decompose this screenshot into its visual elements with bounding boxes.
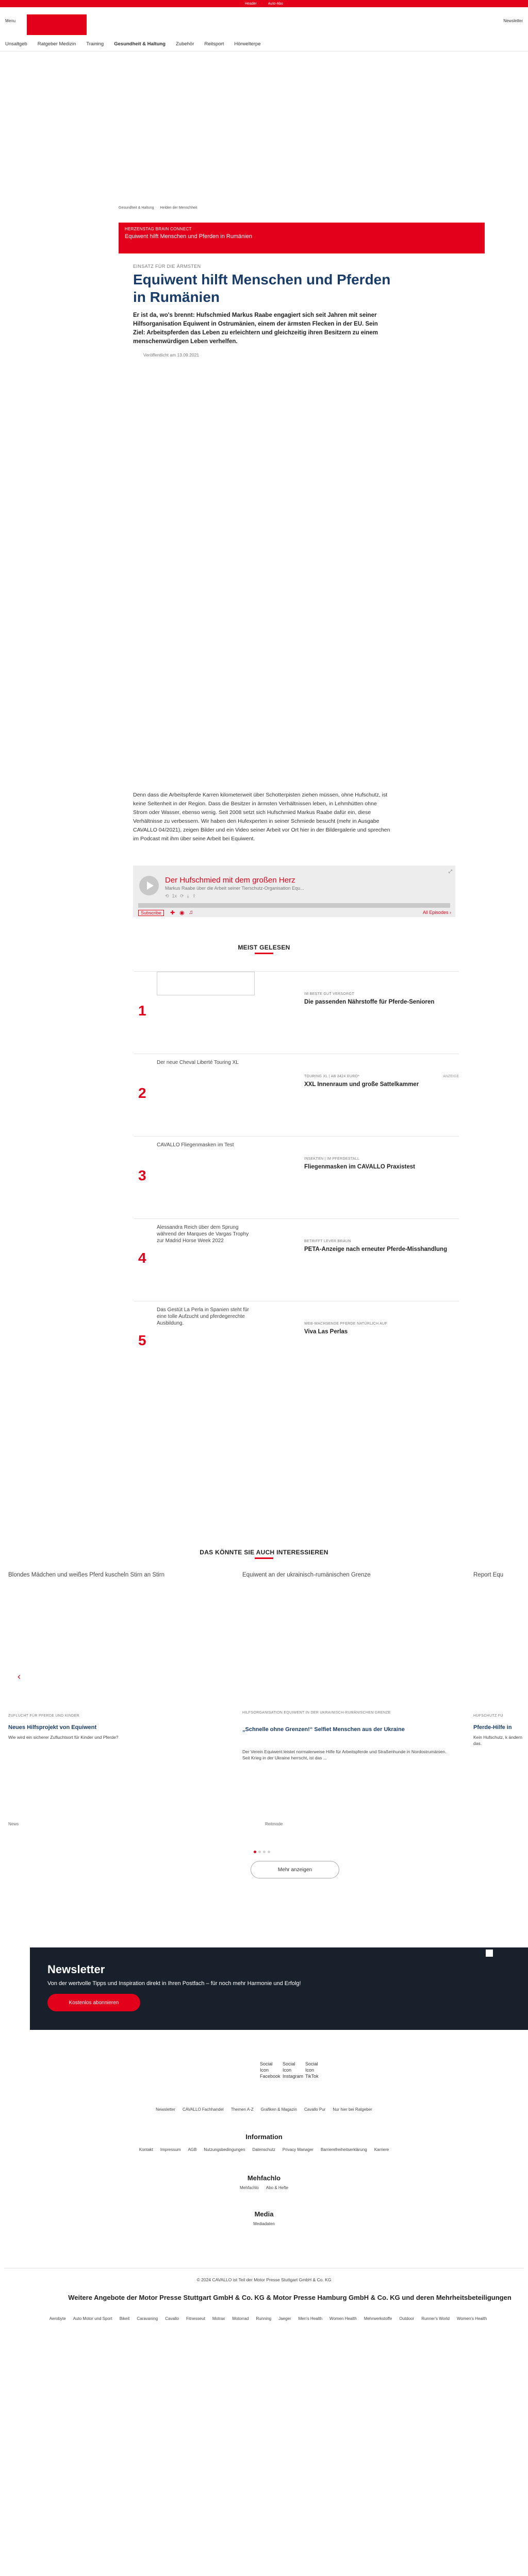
card-overline: HUFSCHUTZ FÜ [473, 1714, 503, 1718]
carousel-dot[interactable] [258, 1851, 261, 1853]
newsletter-text: Von der wertvolle Tipps und Inspiration direkt in Ihren Postfach – für noch mehr Harmonie und Erfolg! [47, 1980, 301, 1987]
list-item[interactable] [134, 1054, 459, 1136]
thumbnail: Alessandra Reich über dem Sprung während der Marques de Vargas Trophy zur Madrid Horse Week 2022 [157, 1225, 249, 1244]
publish-date: Veröffentlicht am 13.09.2021 [143, 352, 200, 358]
carousel-dot[interactable] [254, 1851, 256, 1853]
brand-link[interactable]: Cavallo [165, 2316, 179, 2321]
podcast-subtitle: Markus Raabe über die Arbeit seiner Tierschutz-Organisation Equ... [165, 886, 304, 891]
nav-item[interactable]: Zubehör [175, 41, 194, 47]
subscribe-button[interactable]: Subscribe [138, 910, 164, 916]
kicker-overline: HERZENSTAG BRAIN CONNECT [125, 227, 192, 231]
nav-item[interactable]: Gesundheit & Haltung [114, 41, 166, 47]
footer-link[interactable]: Abo & Hefte [266, 2185, 289, 2190]
card-overline: ZUFLUCHT FÜR PFERDE UND KINDER [8, 1714, 79, 1718]
podcast-controls [165, 893, 196, 899]
brand-link[interactable]: Running [256, 2316, 272, 2321]
kicker-title: Equiwent hilft Menschen und Pferden in Rumänien [125, 233, 253, 240]
list-item[interactable] [134, 971, 459, 1054]
card-text: Kein Hufschutz, k ändern das. [473, 1735, 522, 1746]
item-title: Fliegenmasken im CAVALLO Praxistest [304, 1164, 415, 1170]
footer-link[interactable]: Mehfachlo [239, 2185, 259, 2190]
footer-links [0, 2107, 528, 2112]
item-title: XXL Innenraum und große Sattelkammer [304, 1081, 419, 1088]
card-category[interactable]: Reitmode [265, 1822, 283, 1826]
thumbnail: Das Gestüt La Perla in Spanien steht für eine tolle Aufzucht und pferdegerechte Ausbildung. [157, 1307, 249, 1326]
podcast-player [133, 866, 455, 917]
thumbnail: Der neue Cheval Liberté Touring XL [157, 1060, 239, 1065]
item-title: Viva Las Perlas [304, 1329, 348, 1335]
item-title: PETA-Anzeige nach erneuter Pferde-Misshandlung [304, 1246, 448, 1252]
all-episodes-link[interactable]: All Episodes › [422, 910, 451, 915]
footer-links [0, 2185, 528, 2190]
item-overline: IM BESTE GUT VERSORGT [304, 992, 354, 996]
brand-link[interactable]: Runner's World [421, 2316, 450, 2321]
share-icon[interactable]: ⇪ [192, 893, 196, 899]
instagram-icon[interactable]: Social Icon Instagram [283, 2061, 304, 2079]
footer-link[interactable]: Cavallo Pur [304, 2107, 326, 2112]
forward-icon[interactable]: ⟳ [180, 893, 184, 899]
brand-link[interactable]: Motrax [212, 2316, 225, 2321]
ad-label: ANZEIGE [443, 1075, 459, 1078]
brand-link[interactable]: Fitnesseut [186, 2316, 205, 2321]
list-item[interactable] [134, 1136, 459, 1218]
section-heading: DAS KÖNNTE SIE AUCH INTERESSIEREN [200, 1549, 328, 1556]
main-nav [0, 37, 528, 52]
further-offers-heading: Weitere Angebote der Motor Presse Stuttgart GmbH & Co. KG & Motor Presse Hamburg GmbH & Co. KG und deren Mehrheitsbeteiligungen [68, 2294, 512, 2301]
facebook-icon[interactable]: Social Icon Facebook [260, 2061, 280, 2079]
section-underline [255, 953, 273, 954]
nav-item[interactable]: Hörwelterpe [234, 41, 261, 47]
card-text: Der Verein Equiwent leistet normalerweise Hilfe für Arbeitspferde und Straßenhunde in Nordostrumänien. Seit Krieg in der Ukraine herrscht, ist das ... [242, 1749, 447, 1760]
brand-link[interactable]: Caravaning [137, 2316, 158, 2321]
card-image[interactable]: Equiwent an der ukrainisch-rumänischen Grenze [242, 1572, 371, 1578]
card-title[interactable]: Pferde-Hilfe in [473, 1724, 512, 1731]
card-image[interactable]: Report Equ [473, 1572, 504, 1578]
rank-number: 5 [138, 1332, 146, 1348]
play-icon[interactable] [139, 876, 159, 895]
footer-link[interactable]: Themen A-Z [230, 2107, 254, 2112]
card-title[interactable]: „Schnelle ohne Grenzen!“ Selfiet Menschen aus der Ukraine [242, 1726, 405, 1733]
nav-item[interactable]: Ratgeber Medizin [37, 41, 76, 47]
footer-heading: Information [245, 2133, 283, 2141]
card-overline: HILFSORGANISATION EQUIWENT IN DER UKRAINISCH-RUMÄNISCHEN GRENZE [242, 1711, 391, 1715]
item-overline: TOURING XL | AB 3424 EURO* [304, 1075, 360, 1078]
footer-link[interactable]: Karriere [374, 2147, 389, 2152]
footer-link[interactable]: Datenschutz [252, 2147, 275, 2152]
nav-item[interactable]: Unsaltgeb [5, 41, 27, 47]
card-category[interactable]: News [8, 1822, 19, 1826]
brand-link[interactable]: Bikeit [119, 2316, 130, 2321]
breadcrumb-item[interactable]: Helden der Menschheit [160, 206, 197, 210]
rewind-icon[interactable]: ⟲ [165, 893, 169, 899]
footer-link[interactable]: Mediadaten [253, 2222, 275, 2226]
footer-link[interactable]: Barrierefreiheitserklärung [320, 2147, 367, 2152]
section-heading: MEIST GELESEN [238, 944, 290, 951]
brand-link[interactable]: Women's Health [457, 2316, 487, 2321]
kicker-banner[interactable] [119, 223, 485, 253]
download-icon[interactable]: ⤓ [187, 893, 189, 899]
page-title: Equiwent hilft Menschen und Pferden in Rumänien [133, 272, 391, 305]
footer-link[interactable]: CAVALLO Fachhandel [182, 2107, 224, 2112]
brand-link[interactable]: Mehrwerkstoffe [364, 2316, 392, 2321]
tiktok-icon[interactable]: Social Icon TikTok [305, 2061, 319, 2079]
item-overline: INSEKTEN | IM PFERDESTALL [304, 1157, 360, 1161]
footer-link[interactable]: Newsletter [156, 2107, 175, 2112]
article-header [133, 264, 391, 358]
top-link[interactable]: Header [244, 2, 257, 6]
menu-button[interactable]: Menu [5, 19, 16, 23]
footer-link[interactable]: Nur hier bei Ratgeber [333, 2107, 372, 2112]
brand-link[interactable]: Outdoor [399, 2316, 415, 2321]
brand-link[interactable]: Motorrad [232, 2316, 249, 2321]
list-item[interactable] [134, 1301, 459, 1383]
top-bar [0, 0, 528, 7]
footer-links [0, 2222, 528, 2226]
subscribe-newsletter-button[interactable]: Kostenlos abonnieren [47, 1994, 140, 2011]
newsletter-link[interactable]: Newsletter [503, 19, 523, 23]
nav-item[interactable]: Training [86, 41, 104, 47]
item-overline: WEB-WACHSENDE PFERDE NATÜRLICH AUF [304, 1322, 388, 1326]
article-teaser: Er ist da, wo's brennt: Hufschmied Markus Raabe engagiert sich seit Jahren mit seiner Hilfsorganisation Equiwent in Ostrumänien, einem der ärmsten Flecken in der EU. Sein Ziel: Arbeitspferden das Leben zu erleichtern und gleichzeitig ihren Besitzern zu einem menschenwürdigen Leben verhelfen. [133, 312, 378, 345]
breadcrumb-item[interactable]: Gesundheit & Haltung [119, 206, 154, 210]
item-overline: BETRIFFT LEVER BRAUN [304, 1240, 351, 1243]
list-item[interactable] [134, 1218, 459, 1301]
footer-link[interactable]: Kontakt [139, 2147, 153, 2152]
carousel-prev-icon[interactable]: ‹ [18, 1671, 21, 1682]
rank-number: 2 [138, 1085, 146, 1101]
copyright: © 2024 CAVALLO ist Teil der Motor Presse Stuttgart GmbH & Co. KG [196, 2277, 332, 2282]
brand-link[interactable]: Aerobyte [49, 2316, 66, 2321]
expand-icon[interactable]: ⤢ [448, 869, 452, 874]
brand-link[interactable]: Women Health [329, 2316, 357, 2321]
show-more-button[interactable]: Mehr anzeigen [251, 1861, 339, 1878]
footer-link[interactable]: Impressum [160, 2147, 181, 2152]
article-body: Denn dass die Arbeitspferde Karren kilometerweit über Schotterpisten ziehen müssen, ohne Hufschutz, ist keine Seltenheit in der Region. Dass die Besitzer in ärmsten Verhältnissen leben, in Lehmhütten ohne Strom oder Wasser, ebenso wenig. Seit 2008 setzt sich Hufschmied Markus Raabe dafür ein, diese Verhältnisse zu verbessern. Wir haben den Hufexperten in seiner Schmiede besucht (mehr in Ausgabe CAVALLO 04/2021), zeigen Bilder und ein Video seiner Arbeit vor Ort hier in der Bildergalerie und sprechen im Podcast mit ihm über seine Arbeit bei Equiwent. [133, 792, 390, 842]
newsletter-title: Newsletter [47, 1963, 105, 1976]
footer-links [0, 2147, 528, 2152]
spotify-icon[interactable]: ♫ [189, 909, 193, 916]
podcast-title: Der Hufschmied mit dem großen Herz [165, 876, 295, 885]
footer-link[interactable]: Privacy Manager [282, 2147, 314, 2152]
brand-links [10, 2316, 526, 2321]
speed-icon[interactable]: 1x [172, 893, 177, 899]
section-underline [255, 1557, 273, 1559]
card-title[interactable]: Neues Hilfsprojekt von Equiwent [8, 1724, 97, 1731]
rank-number: 3 [138, 1167, 146, 1183]
close-icon[interactable] [486, 1950, 493, 1957]
footer-heading: Mehfachlo [247, 2174, 281, 2182]
thumbnail [157, 972, 255, 995]
carousel-dot[interactable] [263, 1851, 266, 1853]
article-overline: EINSATZ FÜR DIE ÄRMSTEN [133, 264, 201, 269]
footer-heading: Media [254, 2210, 274, 2218]
site-header [0, 7, 528, 35]
card-text: Wie wird ein sicherer Zufluchtsort für Kinder und Pferde? [8, 1735, 119, 1740]
cavallo-logo[interactable] [27, 14, 87, 35]
brand-link[interactable]: Men's Health [298, 2316, 323, 2321]
footer-link[interactable]: AGB [188, 2147, 197, 2152]
carousel-dot[interactable] [268, 1851, 270, 1853]
progress-bar[interactable] [138, 903, 450, 908]
rank-number: 1 [138, 1003, 146, 1019]
brand-link[interactable]: Auto Motor und Sport [73, 2316, 112, 2321]
top-link[interactable]: Auto-Abo [268, 2, 284, 6]
rss-icon[interactable]: ✚ [170, 910, 175, 916]
brand-link[interactable]: Jaeger [278, 2316, 291, 2321]
footer-link[interactable]: Nutzungsbedingungen [204, 2147, 245, 2152]
podcast-icon[interactable]: ◉ [179, 910, 185, 916]
nav-item[interactable]: Reitsport [204, 41, 224, 47]
social-links [260, 2061, 323, 2079]
item-title: Die passenden Nährstoffe für Pferde-Senioren [304, 999, 435, 1005]
card-image[interactable]: Blondes Mädchen und weißes Pferd kuscheln Stirn an Stirn [8, 1572, 164, 1578]
carousel-dots [254, 1851, 270, 1853]
newsletter-box [30, 1947, 528, 2030]
thumbnail: CAVALLO Fliegenmasken im Test [157, 1142, 234, 1148]
footer-link[interactable]: Grafiken & Magazin [260, 2107, 297, 2112]
breadcrumb [119, 206, 197, 210]
rank-number: 4 [138, 1250, 146, 1266]
